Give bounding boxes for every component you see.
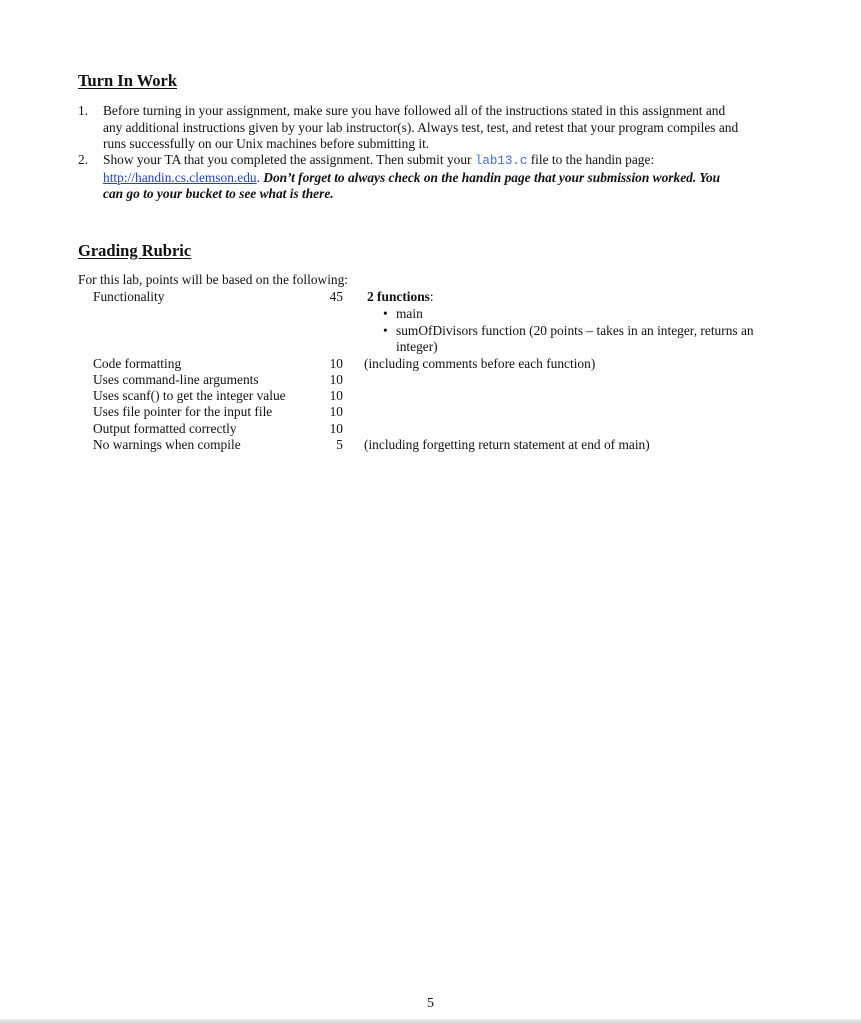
rubric-points-functionality: 45 [329,289,343,304]
bullet-sumofdivisors: sumOfDivisors function (20 points – takes in an integer, returns an [396,323,754,338]
handin-link[interactable]: http://handin.cs.clemson.edu [103,169,257,185]
bullet-sumofdivisors-cont: integer) [396,339,438,354]
rubric-label: Uses command-line arguments [93,372,259,387]
item-1-line-1: Before turning in your assignment, make sure you have followed all of the instructions stated in this assignment and [103,103,726,118]
link-period: . [256,169,260,185]
page-bottom-edge [0,1019,861,1024]
filename-code: lab13.c [474,154,528,168]
rubric-points: 10 [329,356,343,371]
rubric-label-functionality: Functionality [93,289,165,304]
rubric-label: Code formatting [93,356,182,371]
rubric-label: Output formatted correctly [93,421,237,436]
turn-in-work-heading: Turn In Work [78,71,178,90]
bullet-dot: • [383,323,388,338]
grading-rubric-heading: Grading Rubric [78,241,192,260]
rubric-points: 10 [329,388,343,403]
item-number: 1. [78,103,89,118]
item-1-line-2: any additional instructions given by your lab instructor(s). Always test, test, and retest that your program compiles and [103,119,739,135]
functions-title [367,289,434,305]
page-number: 5 [427,996,434,1011]
rubric-points: 10 [329,404,343,419]
handin-warning-line-2: can go to your bucket to see what is there. [103,186,334,201]
rubric-points: 5 [336,437,343,452]
rubric-label: No warnings when compile [93,437,241,452]
rubric-points: 10 [329,421,343,436]
rubric-note: (including forgetting return statement at end of main) [364,437,650,452]
bullet-main: main [396,306,423,321]
functions-title-text: 2 functions [367,289,430,304]
rubric-label: Uses scanf() to get the integer value [93,388,286,403]
bullet-dot: • [383,306,388,321]
rubric-label: Uses file pointer for the input file [93,404,273,419]
rubric-intro: For this lab, points will be based on the following: [78,272,349,287]
functions-title-colon: : [429,289,434,304]
item-2-text-after: file to the handin page: [527,152,655,167]
handin-warning-line-1: Don’t forget to always check on the handin page that your submission worked. You [259,169,721,185]
rubric-note: (including comments before each function) [364,356,596,371]
item-2-text: Show your TA that you completed the assignment. Then submit your [103,152,475,167]
rubric-points: 10 [329,372,343,387]
item-number: 2. [78,152,89,167]
item-1-line-3: runs successfully on our Unix machines before submitting it. [103,136,430,151]
